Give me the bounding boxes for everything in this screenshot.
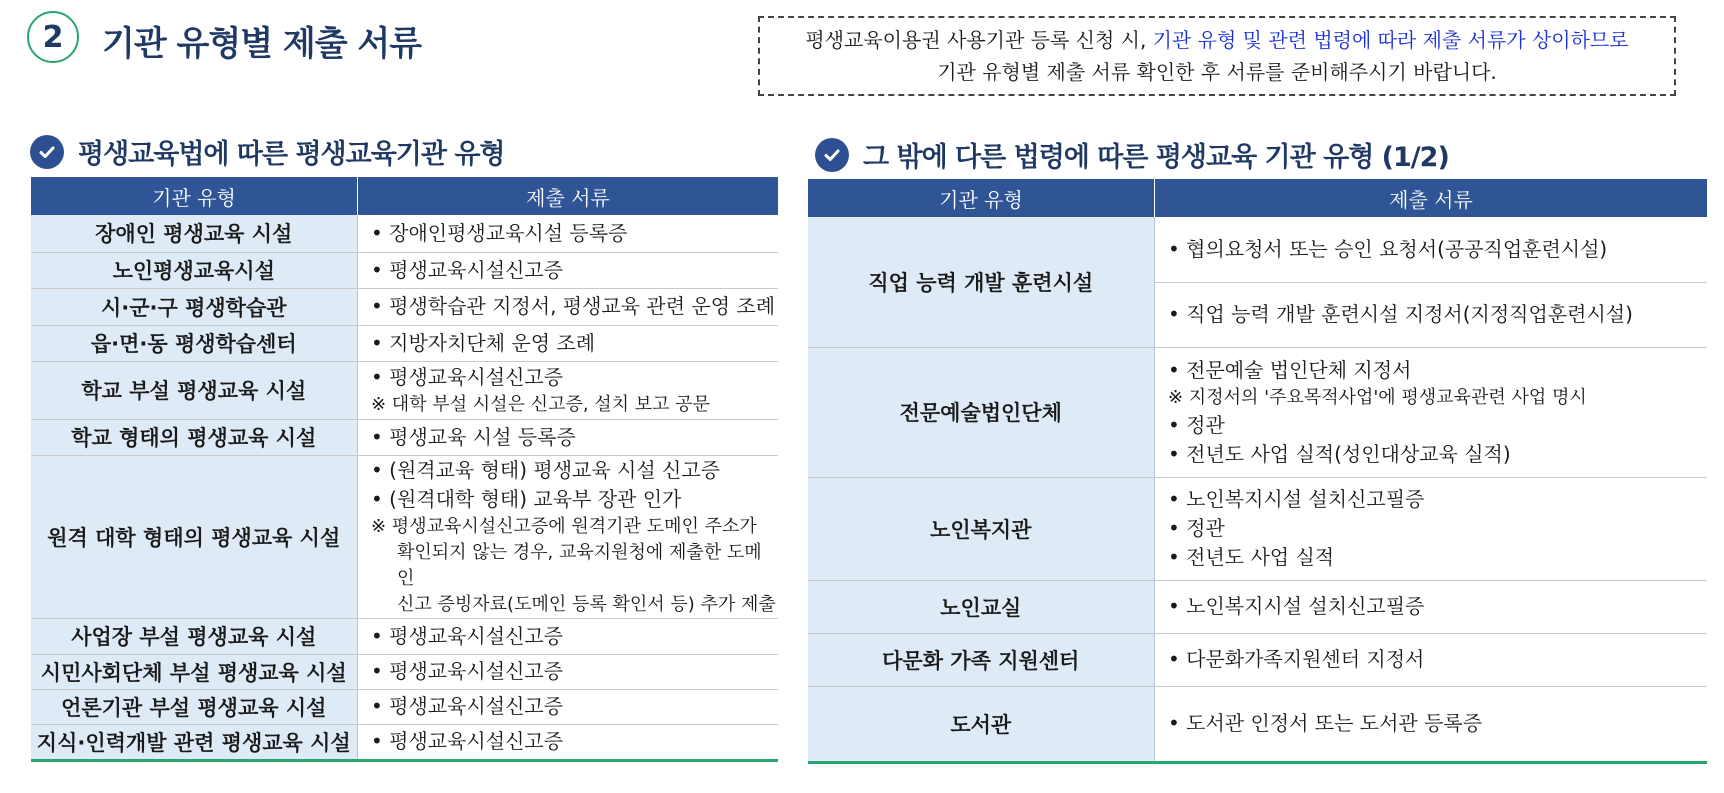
- institution-type: 시민사회단체 부설 평생교육 시설: [31, 654, 358, 689]
- document-item: • 평생교육 시설 등록증: [371, 424, 576, 449]
- institution-type: 언론기관 부설 평생교육 시설: [31, 689, 358, 724]
- document-item: • (원격대학 형태) 교육부 장관 인가: [371, 486, 682, 511]
- document-item: • 장애인평생교육시설 등록증: [371, 220, 628, 245]
- document-note: 신고 증빙자료(도메인 등록 확인서 등) 추가 제출: [397, 593, 776, 615]
- column-header: 제출 서류: [358, 177, 779, 215]
- document-item: • 정관: [1168, 412, 1225, 437]
- institution-type: 사업장 부설 평생교육 시설: [31, 618, 358, 654]
- section-number-badge: [27, 11, 79, 63]
- document-item: • 도서관 인정서 또는 도서관 등록증: [1168, 711, 1483, 735]
- institution-type: 직업 능력 개발 훈련시설: [808, 217, 1155, 347]
- required-documents: [1155, 580, 1708, 633]
- table-header-row: [808, 179, 1708, 217]
- required-documents: [1155, 633, 1708, 686]
- institution-type: 노인교실: [808, 580, 1155, 633]
- section-title-text: 평생교육법에 따른 평생교육기관 유형: [78, 139, 505, 170]
- document-item: • 협의요청서 또는 승인 요청서(공공직업훈련시설): [1168, 236, 1608, 261]
- required-documents: [1155, 282, 1708, 347]
- required-documents: [1155, 686, 1708, 762]
- right-documents-table: [807, 179, 1707, 764]
- institution-type: 시·군·구 평생학습관: [31, 288, 358, 325]
- table-row: [808, 217, 1708, 282]
- required-documents: [1155, 477, 1708, 580]
- table-row: [808, 633, 1708, 686]
- institution-type: 장애인 평생교육 시설: [31, 215, 358, 252]
- table-row: [31, 215, 779, 252]
- institution-type: 도서관: [808, 686, 1155, 762]
- document-item: • 평생학습관 지정서, 평생교육 관련 운영 조례: [371, 294, 776, 318]
- document-item: • 평생교육시설신고증: [371, 623, 564, 648]
- notice-line-1: [805, 24, 1628, 56]
- table-row: [808, 347, 1708, 477]
- document-item: • 평생교육시설신고증: [371, 257, 564, 282]
- institution-type: 지식·인력개발 관련 평생교육 시설: [31, 724, 358, 760]
- document-item: • (원격교육 형태) 평생교육 시설 신고증: [371, 457, 720, 482]
- section-title-text: 그 밖에 다른 법령에 따른 평생교육 기관 유형 (1/2): [863, 142, 1449, 173]
- check-circle-icon: [30, 135, 64, 169]
- document-note: ※ 지정서의 '주요목적사업'에 평생교육관련 사업 명시: [1168, 386, 1587, 408]
- required-documents: [358, 252, 779, 288]
- table-row: [808, 580, 1708, 633]
- table-row: [31, 689, 779, 724]
- document-item: • 노인복지시설 설치신고필증: [1168, 487, 1425, 511]
- section-number: 2: [42, 19, 64, 55]
- document-item: • 다문화가족지원센터 지정서: [1168, 647, 1425, 671]
- table-row: [31, 654, 779, 689]
- required-documents: [358, 288, 779, 325]
- required-documents: [1155, 347, 1708, 477]
- table-row: [31, 455, 779, 618]
- table-header-row: [31, 177, 779, 215]
- table-row: [808, 686, 1708, 762]
- required-documents: [358, 689, 779, 724]
- table-row: [808, 477, 1708, 580]
- document-note: 확인되지 않는 경우, 교육지원청에 제출한 도메인: [397, 541, 762, 589]
- document-item: • 평생교육시설신고증: [371, 694, 564, 718]
- column-header: 기관 유형: [808, 179, 1155, 217]
- check-circle-icon: [815, 138, 849, 172]
- column-header: 기관 유형: [31, 177, 358, 215]
- institution-type: 원격 대학 형태의 평생교육 시설: [31, 455, 358, 618]
- required-documents: [358, 455, 779, 618]
- page-title: 기관 유형별 제출 서류: [102, 24, 422, 64]
- table-row: [31, 361, 779, 419]
- section-title-right: [815, 135, 1449, 174]
- required-documents: [358, 724, 779, 760]
- required-documents: [358, 654, 779, 689]
- document-item: • 평생교육시설신고증: [371, 659, 564, 683]
- required-documents: [358, 325, 779, 361]
- institution-type: 학교 부설 평생교육 시설: [31, 361, 358, 419]
- table-row: [31, 325, 779, 361]
- document-item: • 직업 능력 개발 훈련시설 지정서(지정직업훈련시설): [1168, 302, 1633, 326]
- notice-highlight: 기관 유형 및 관련 법령에 따라 제출 서류가 상이하므로: [1152, 28, 1629, 52]
- institution-type: 학교 형태의 평생교육 시설: [31, 419, 358, 455]
- institution-type: 노인평생교육시설: [31, 252, 358, 288]
- section-title-left: [30, 132, 505, 171]
- notice-text: 평생교육이용권 사용기관 등록 신청 시,: [805, 28, 1153, 52]
- table-row: [31, 724, 779, 760]
- required-documents: [358, 361, 779, 419]
- table-row: [31, 252, 779, 288]
- document-item: • 전문예술 법인단체 지정서: [1168, 357, 1412, 382]
- document-item: • 노인복지시설 설치신고필증: [1168, 594, 1425, 618]
- document-item: • 전년도 사업 실적(성인대상교육 실적): [1168, 441, 1511, 466]
- notice-box: [758, 16, 1676, 96]
- document-item: • 평생교육시설신고증: [371, 364, 564, 389]
- required-documents: [358, 419, 779, 455]
- institution-type: 읍·면·동 평생학습센터: [31, 325, 358, 361]
- left-documents-table: [30, 177, 778, 762]
- notice-line-2: 기관 유형별 제출 서류 확인한 후 서류를 준비해주시기 바랍니다.: [937, 60, 1497, 84]
- required-documents: [358, 618, 779, 654]
- column-header: 제출 서류: [1155, 179, 1708, 217]
- document-note: ※ 대학 부설 시설은 신고증, 설치 보고 공문: [371, 393, 711, 415]
- document-item: • 정관: [1168, 516, 1225, 540]
- institution-type: 다문화 가족 지원센터: [808, 633, 1155, 686]
- document-note: ※ 평생교육시설신고증에 원격기관 도메인 주소가: [371, 515, 757, 537]
- institution-type: 노인복지관: [808, 477, 1155, 580]
- document-item: • 평생교육시설신고증: [371, 729, 564, 753]
- required-documents: [358, 215, 779, 252]
- table-row: [31, 419, 779, 455]
- document-item: • 지방자치단체 운영 조례: [371, 330, 596, 355]
- table-row: [31, 288, 779, 325]
- required-documents: [1155, 217, 1708, 282]
- table-row: [31, 618, 779, 654]
- institution-type: 전문예술법인단체: [808, 347, 1155, 477]
- document-item: • 전년도 사업 실적: [1168, 545, 1335, 569]
